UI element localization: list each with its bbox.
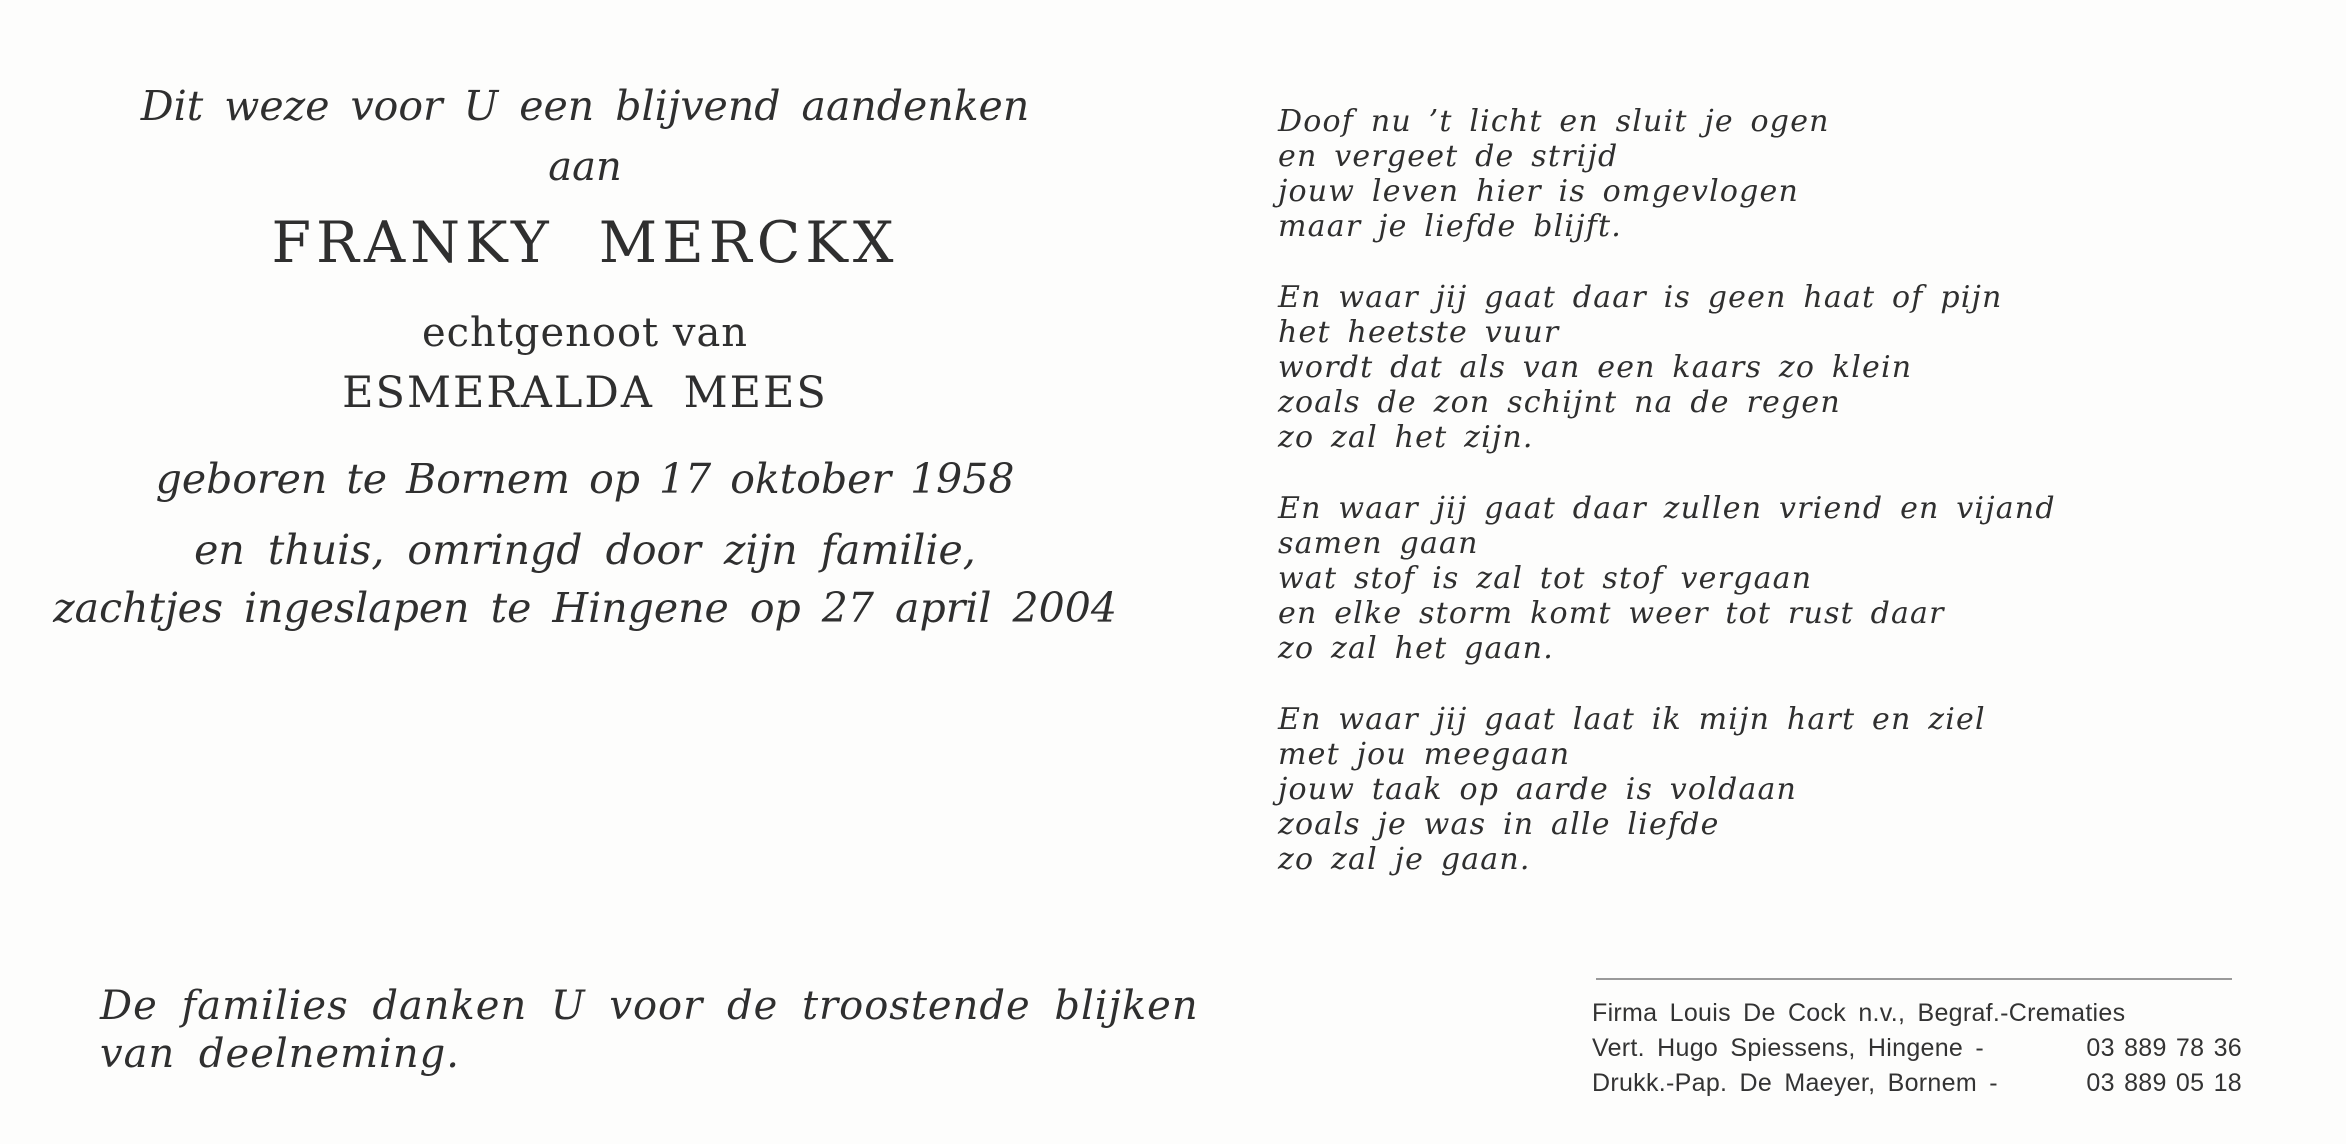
printer-line-printer — [1592, 1066, 2242, 1101]
spouse-intro: echtgenoot van — [421, 310, 749, 356]
poem-line: maar je liefde blijft. — [1278, 209, 1623, 244]
poem-stanza — [1278, 104, 2038, 244]
poem-line: wordt dat als van een kaars zo klein — [1278, 350, 1913, 385]
poem-stanza — [1278, 491, 2056, 666]
poem-line: en vergeet de strijd — [1278, 139, 1619, 174]
memorial-text-panel — [0, 0, 1170, 700]
poem-line: en elke storm komt weer tot rust daar — [1278, 596, 1945, 631]
poem-line: wat stof is zal tot stof vergaan — [1278, 561, 1813, 596]
poem-line: het heetste vuur — [1278, 315, 1560, 350]
printer-label: Drukk.-Pap. De Maeyer, Bornem - — [1592, 1069, 1998, 1097]
poem-stanza — [1278, 702, 2038, 877]
poem-line: zoals de zon schijnt na de regen — [1278, 385, 1841, 420]
thanks-line-1: De families danken U voor de troostende blijken — [100, 983, 1199, 1029]
poem-line: jouw taak op aarde is voldaan — [1278, 772, 1798, 807]
poem-line: En waar jij gaat laat ik mijn hart en ziel — [1278, 702, 1986, 737]
printer-line-funeral-home — [1592, 996, 2242, 1031]
printer-divider — [1596, 978, 2232, 980]
intro-aan-line: aan — [548, 144, 622, 190]
poem-line: En waar jij gaat daar is geen haat of pijn — [1278, 280, 2003, 315]
poem-line: met jou meegaan — [1278, 737, 1571, 772]
spouse-name: ESMERALDA MEES — [342, 368, 828, 418]
printer-label: Vert. Hugo Spiessens, Hingene - — [1592, 1034, 1985, 1062]
death-line-1: en thuis, omringd door zijn familie, — [194, 526, 976, 574]
printer-phone: 03 889 05 18 — [2086, 1069, 2242, 1097]
thanks-message — [100, 982, 1199, 1078]
poem-line: jouw leven hier is omgevlogen — [1278, 174, 1800, 209]
poem-stanza — [1278, 280, 2038, 455]
poem-line: En waar jij gaat daar zullen vriend en vijand — [1278, 491, 2056, 526]
printer-phone: 03 889 78 36 — [2086, 1034, 2242, 1062]
poem-line: zo zal het zijn. — [1278, 420, 1534, 455]
deceased-name: FRANKY MERCKX — [271, 210, 899, 276]
printer-info — [1592, 996, 2242, 1101]
poem-line: Doof nu ’t licht en sluit je ogen — [1278, 104, 1830, 139]
poem-line: zo zal je gaan. — [1278, 842, 1531, 877]
birth-line: geboren te Bornem op 17 oktober 1958 — [155, 455, 1015, 503]
poem — [1278, 104, 2056, 913]
intro-line: Dit weze voor U een blijvend aandenken — [140, 82, 1030, 130]
printer-line-representative — [1592, 1031, 2242, 1066]
poem-line: zoals je was in alle liefde — [1278, 807, 1720, 842]
poem-line: zo zal het gaan. — [1278, 631, 1554, 666]
death-line-2: zachtjes ingeslapen te Hingene op 27 april 2004 — [53, 584, 1117, 632]
printer-label: Firma Louis De Cock n.v., Begraf.-Crematies — [1592, 999, 2126, 1027]
thanks-line-2: van deelneming. — [100, 1031, 460, 1077]
poem-line: samen gaan — [1278, 526, 1479, 561]
